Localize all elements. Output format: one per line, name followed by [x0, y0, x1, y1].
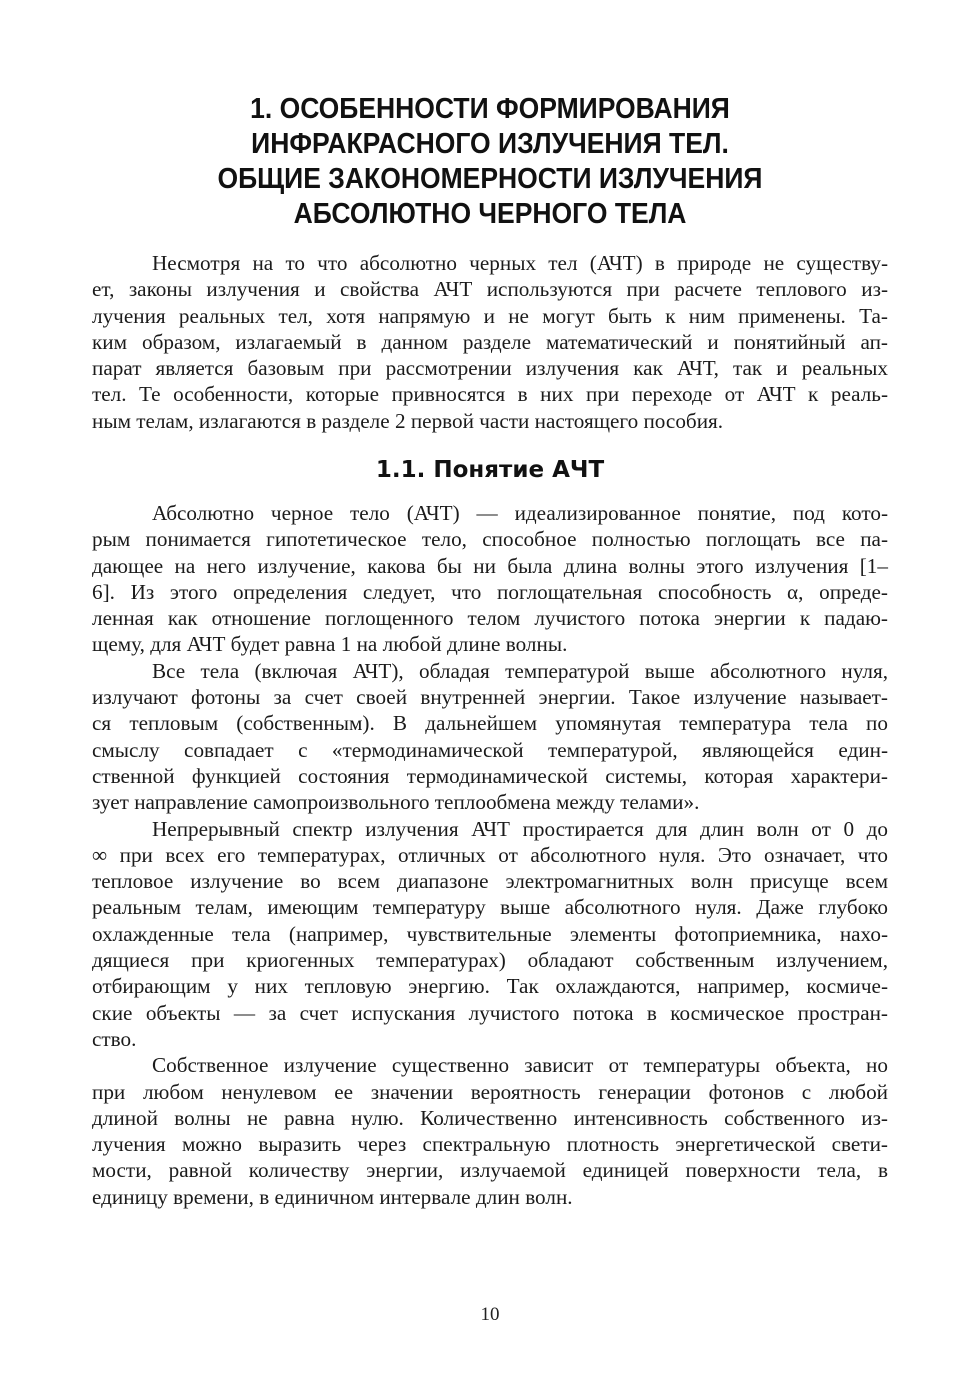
text-line: рым понимается гипотетическое тело, способное полностью поглощать все па- — [92, 527, 888, 552]
text-line: длиной волны не равна нулю. Количественно интенсивность собственного из- — [92, 1105, 888, 1130]
text-line: отбирающим у них тепловую энергию. Так охлаждаются, например, космиче- — [92, 974, 888, 999]
text-line: тел. Те особенности, которые привносятся в них при переходе от АЧТ к реаль- — [92, 382, 888, 407]
text-line: Несмотря на то что абсолютно черных тел (АЧТ) в природе не существу- — [152, 251, 888, 275]
section-number: 1.1. — [375, 457, 426, 483]
chapter-title-line: ИНФРАКРАСНОГО ИЗЛУЧЕНИЯ ТЕЛ. — [251, 128, 729, 160]
chapter-title — [118, 92, 862, 232]
text-line: дающее на него излучение, какова бы ни была длина волны этого излучения [1– — [92, 553, 888, 578]
text-line: дящиеся при криогенных температурах) обладают собственным излучением, — [92, 948, 888, 973]
text-line: 6]. Из этого определения следует, что поглощательная способность α, опреде- — [92, 579, 888, 604]
text-line: ство. — [92, 1026, 137, 1051]
section-title: Понятие АЧТ — [433, 457, 605, 483]
text-line: ские объекты — за счет испускания лучистого потока в космическое простран- — [92, 1000, 888, 1025]
text-line: тепловое излучение во всем диапазоне электромагнитных волн присуще всем — [92, 869, 888, 894]
text-line: охлажденные тела (например, чувствительные элементы фотоприемника, нахо- — [92, 921, 888, 946]
chapter-title-line: 1. ОСОБЕННОСТИ ФОРМИРОВАНИЯ — [250, 93, 730, 125]
text-line: лучения можно выразить через спектральную плотность энергетической свети- — [92, 1132, 888, 1157]
text-line: Абсолютно черное тело (АЧТ) — идеализированное понятие, под кото- — [152, 501, 888, 525]
intro-paragraph — [92, 250, 888, 434]
text-line: Непрерывный спектр излучения АЧТ простирается для длин волн от 0 до — [152, 816, 888, 841]
text-line: мости, равной количеству энергии, излучаемой единицей поверхности тела, в — [92, 1158, 888, 1183]
text-line: зует направление самопроизвольного теплообмена между телами». — [92, 790, 700, 815]
text-line: ∞ при всех его температурах, отличных от абсолютного нуля. Это означает, что — [92, 842, 888, 867]
text-line: щему, для АЧТ будет равна 1 на любой длине волны. — [92, 632, 568, 657]
paragraph-definition — [92, 500, 888, 1210]
text-line: при любом ненулевом ее значении вероятность генерации фотонов с любой — [92, 1079, 888, 1104]
page-number: 10 — [480, 1304, 500, 1325]
text-line: ся тепловым (собственным). В дальнейшем упомянутая температура тела по — [92, 711, 888, 736]
section-heading — [90, 455, 890, 485]
text-line: ет, законы излучения и свойства АЧТ используются при расчете теплового из- — [92, 277, 888, 302]
text-line: Собственное излучение существенно зависит от температуры объекта, но — [152, 1053, 888, 1078]
text-line: парат является базовым при рассмотрении излучения как АЧТ, так и реальных — [92, 356, 888, 381]
text-line: реальным телам, имеющим температуру выше абсолютного нуля. Даже глубоко — [92, 895, 888, 920]
text-line: Все тела (включая АЧТ), обладая температурой выше абсолютного нуля, — [152, 658, 888, 683]
chapter-title-line: ОБЩИЕ ЗАКОНОМЕРНОСТИ ИЗЛУЧЕНИЯ — [217, 163, 763, 195]
text-line: ным телам, излагаются в разделе 2 первой части настоящего пособия. — [92, 408, 724, 433]
text-line: единицу времени, в единичном интервале длин волн. — [92, 1184, 573, 1209]
text-line: ленная как отношение поглощенного телом лучистого потока энергии к падаю- — [92, 606, 888, 631]
text-line: излучают фотоны за счет своей внутренней энергии. Такое излучение называет- — [92, 685, 888, 710]
text-line: ственной функцией состояния термодинамической системы, которая характери- — [92, 763, 888, 788]
chapter-title-line: АБСОЛЮТНО ЧЕРНОГО ТЕЛА — [293, 198, 687, 230]
text-line: лучения реальных тел, хотя напрямую и не могут быть к ним применены. Та- — [92, 303, 888, 328]
text-line: смыслу совпадает с «термодинамической температурой, являющейся един- — [92, 737, 888, 762]
text-line: ким образом, излагаемый в данном разделе математический и понятийный ап- — [92, 329, 888, 354]
